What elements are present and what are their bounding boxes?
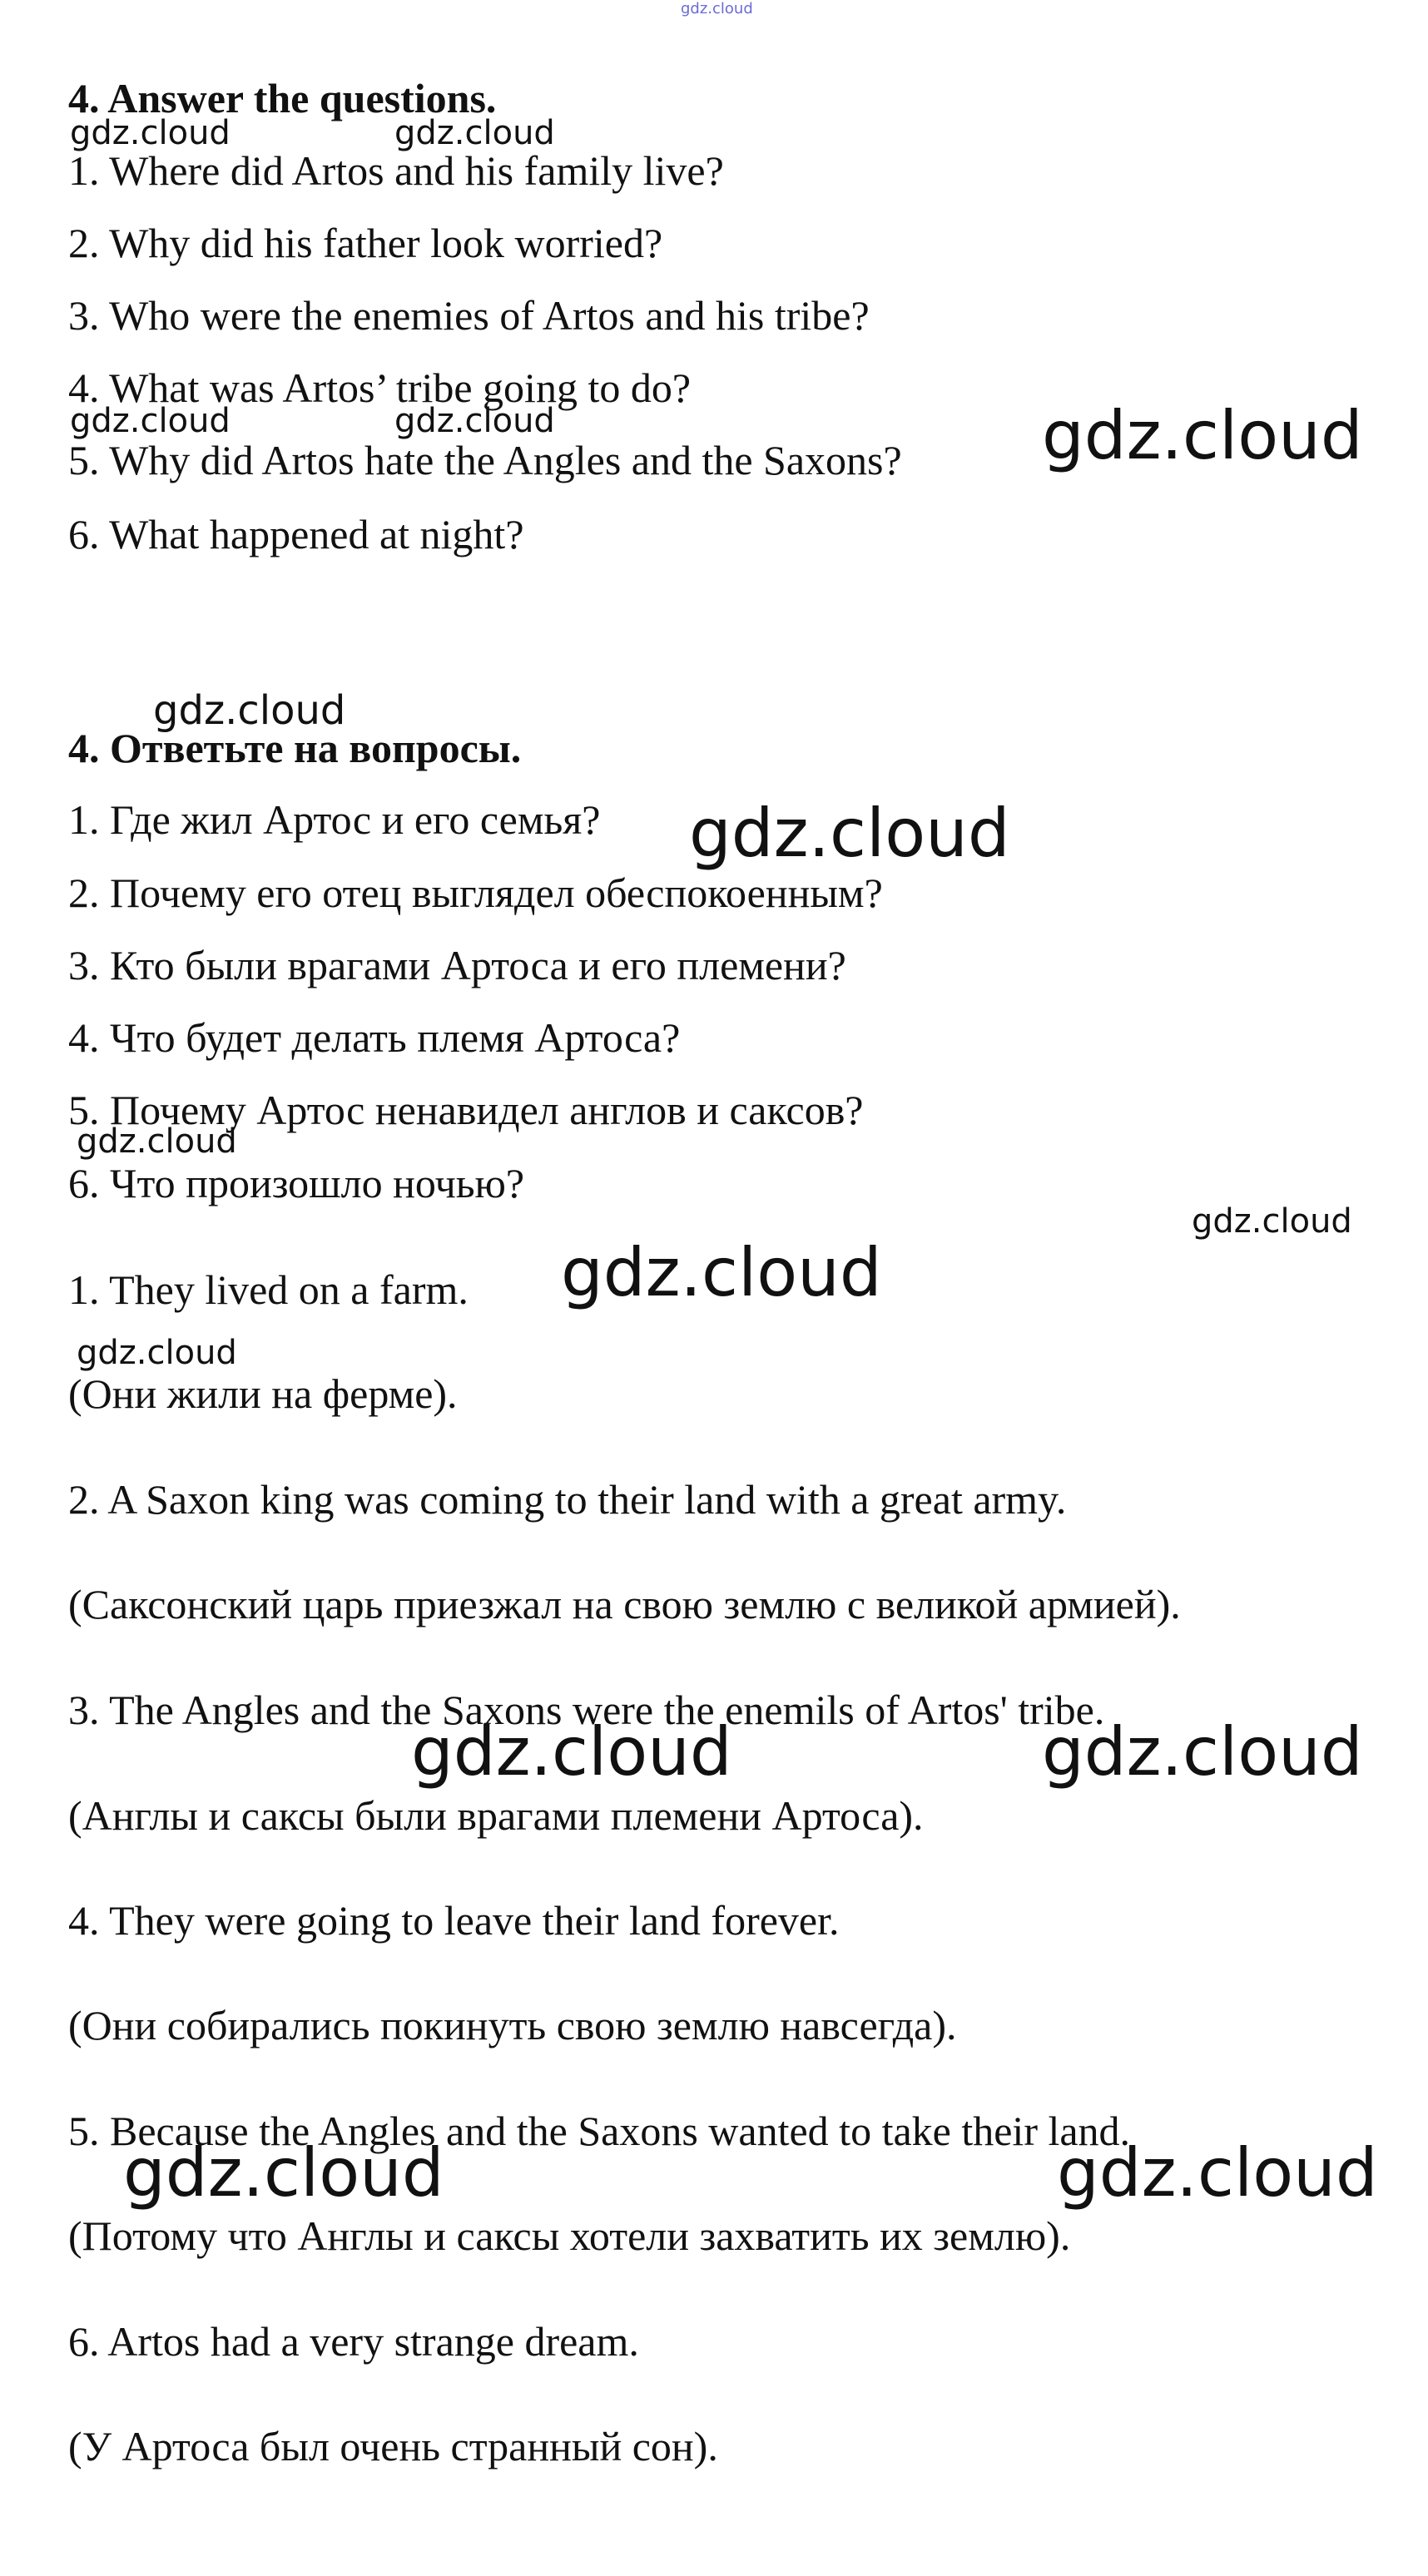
question-en-4: 4. What was Artos’ tribe going to do?	[68, 364, 692, 411]
heading-ru: 4. Ответьте на вопросы.	[68, 725, 522, 771]
watermark-top: gdz.cloud	[681, 0, 753, 17]
answer-ru-1: (Они жили на ферме).	[68, 1370, 458, 1417]
watermark: gdz.cloud	[1042, 1713, 1363, 1791]
question-en-2: 2. Why did his father look worried?	[68, 220, 663, 266]
watermark: gdz.cloud	[153, 687, 346, 734]
watermark: gdz.cloud	[77, 1334, 237, 1372]
watermark: gdz.cloud	[689, 795, 1010, 872]
question-ru-2: 2. Почему его отец выглядел обеспокоенным?	[68, 869, 883, 916]
heading-en: 4. Answer the questions.	[68, 75, 497, 121]
watermark: gdz.cloud	[1042, 397, 1363, 474]
watermark: gdz.cloud	[411, 1713, 732, 1791]
watermark: gdz.cloud	[77, 1122, 237, 1161]
answer-ru-5: (Потому что Англы и саксы хотели захватить их землю).	[68, 2212, 1071, 2259]
watermark: gdz.cloud	[70, 402, 231, 440]
answer-en-6: 6. Artos had a very strange dream.	[68, 2318, 639, 2365]
watermark: gdz.cloud	[394, 402, 555, 440]
question-ru-1: 1. Где жил Артос и его семья?	[68, 796, 601, 843]
question-en-6: 6. What happened at night?	[68, 511, 524, 557]
watermark: gdz.cloud	[123, 2134, 444, 2212]
answer-ru-2: (Саксонский царь приезжал на свою землю с великой армией).	[68, 1581, 1181, 1627]
question-en-1: 1. Where did Artos and his family live?	[68, 147, 724, 194]
question-ru-4: 4. Что будет делать племя Артоса?	[68, 1014, 681, 1061]
answer-en-4: 4. They were going to leave their land forever.	[68, 1897, 840, 1944]
watermark: gdz.cloud	[1057, 2134, 1378, 2212]
answer-en-2: 2. A Saxon king was coming to their land with a great army.	[68, 1476, 1067, 1523]
question-en-3: 3. Who were the enemies of Artos and his tribe?	[68, 292, 870, 339]
answer-ru-4: (Они собирались покинуть свою землю навсегда).	[68, 2002, 957, 2048]
watermark: gdz.cloud	[70, 114, 231, 152]
watermark: gdz.cloud	[1192, 1202, 1352, 1241]
answer-ru-3: (Англы и саксы были врагами племени Артоса).	[68, 1792, 924, 1839]
watermark: gdz.cloud	[394, 114, 555, 152]
question-ru-6: 6. Что произошло ночью?	[68, 1160, 525, 1206]
answer-en-5: 5. Because the Angles and the Saxons wanted to take their land.	[68, 2108, 1131, 2154]
question-ru-3: 3. Кто были врагами Артоса и его племени?	[68, 942, 846, 988]
question-en-5: 5. Why did Artos hate the Angles and the Saxons?	[68, 437, 902, 483]
answer-en-3: 3. The Angles and the Saxons were the enemils of Artos' tribe.	[68, 1687, 1105, 1733]
question-ru-5: 5. Почему Артос ненавидел англов и саксов?	[68, 1087, 864, 1133]
answer-en-1: 1. They lived on a farm.	[68, 1266, 469, 1313]
answer-ru-6: (У Артоса был очень странный сон).	[68, 2423, 718, 2469]
watermark: gdz.cloud	[561, 1234, 882, 1311]
